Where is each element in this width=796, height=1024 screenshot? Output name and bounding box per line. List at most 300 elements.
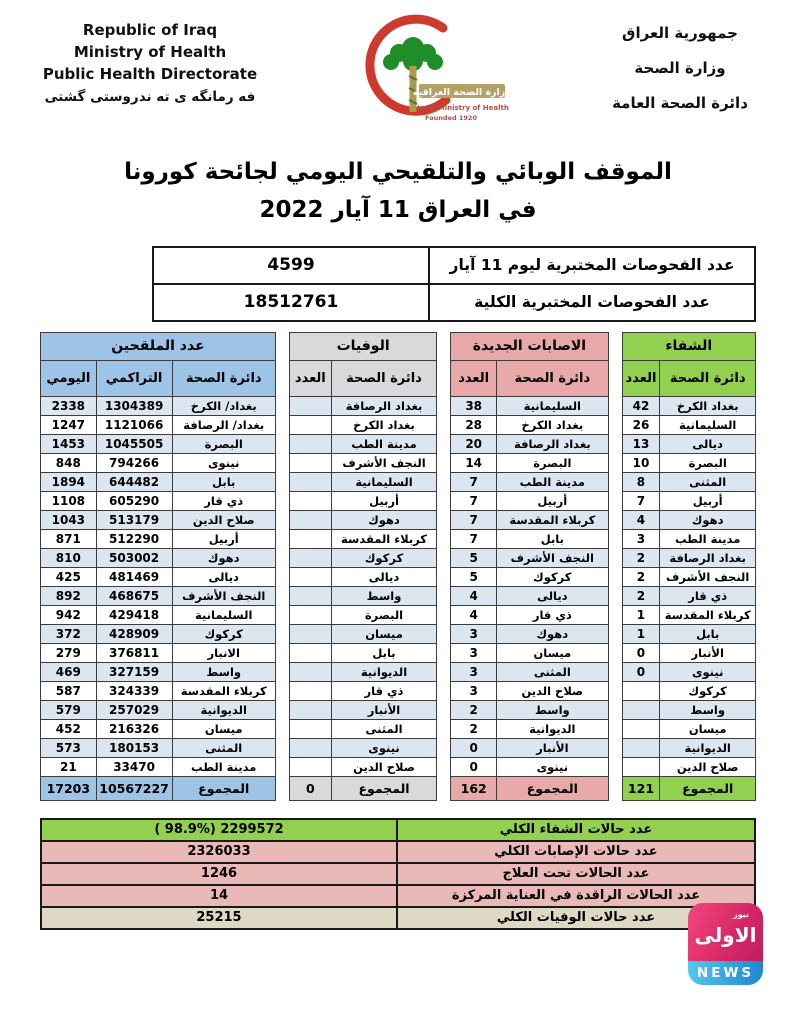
province-cell: السليمانية (660, 415, 756, 434)
count-cell: 2338 (41, 396, 97, 415)
count-cell: 644482 (96, 472, 172, 491)
province-cell: مدينة الطب (172, 757, 275, 776)
count-cell: 26 (622, 415, 660, 434)
count-cell (289, 700, 331, 719)
province-cell: واسط (172, 662, 275, 681)
count-cell (289, 662, 331, 681)
count-cell: 1108 (41, 491, 97, 510)
table-row (451, 681, 608, 700)
province-cell: بغداد الرصافة (497, 434, 609, 453)
count-cell (289, 396, 331, 415)
count-cell: 8 (622, 472, 660, 491)
count-cell: 2 (451, 719, 497, 738)
table-row (41, 529, 276, 548)
table-row (622, 472, 755, 491)
count-cell (289, 738, 331, 757)
table-row (289, 719, 436, 738)
province-cell: كربلاء المقدسة (172, 681, 275, 700)
table-row (451, 662, 608, 681)
province-cell: بغداد الرصافة (331, 396, 437, 415)
province-cell: بغداد/ الرصافة (172, 415, 275, 434)
header-kurdish-line: فه رمانگه ی ته ندروستی گشتی (44, 89, 256, 106)
summary-label: عدد حالات الإصابات الكلي (397, 841, 755, 863)
province-cell: كركوك (660, 681, 756, 700)
count-cell: 848 (41, 453, 97, 472)
count-cell: 810 (41, 548, 97, 567)
summary-row (41, 907, 755, 929)
count-cell: 1043 (41, 510, 97, 529)
table-row (289, 643, 436, 662)
province-cell: أربيل (497, 491, 609, 510)
province-cell: ميسان (497, 643, 609, 662)
province-cell: بغداد الكرخ (497, 415, 609, 434)
table-row (289, 700, 436, 719)
table-row (289, 548, 436, 567)
count-cell: 5 (451, 567, 497, 586)
province-cell: كربلاء المقدسة (497, 510, 609, 529)
count-cell (622, 738, 660, 757)
summary-row (41, 863, 755, 885)
column-header: دائرة الصحة (172, 360, 275, 396)
province-cell: الديوانية (497, 719, 609, 738)
table-row (451, 586, 608, 605)
province-cell: بغداد الكرخ (660, 396, 756, 415)
count-cell: 428909 (96, 624, 172, 643)
svg-text:Founded 1920: Founded 1920 (425, 114, 477, 122)
table-row (622, 415, 755, 434)
province-cell: الأنبار (497, 738, 609, 757)
count-cell: 429418 (96, 605, 172, 624)
province-cell: النجف الأشرف (497, 548, 609, 567)
table-row (41, 681, 276, 700)
count-cell (289, 472, 331, 491)
province-cell: بابل (331, 643, 437, 662)
table-row (451, 719, 608, 738)
summary-label: عدد الحالات الراقدة في العناية المركزة (397, 885, 755, 907)
news-logo-news-band: NEWS (688, 961, 763, 985)
count-cell: 942 (41, 605, 97, 624)
table-row (451, 700, 608, 719)
header-arabic-block (590, 14, 770, 140)
report-title (0, 154, 796, 230)
count-cell (289, 643, 331, 662)
count-cell: 512290 (96, 529, 172, 548)
summary-label: عدد حالات الشفاء الكلي (397, 819, 755, 841)
total-label: المجموع (497, 776, 609, 800)
count-cell: 468675 (96, 586, 172, 605)
table-row (622, 643, 755, 662)
table-row (289, 510, 436, 529)
count-cell: 10 (622, 453, 660, 472)
count-cell: 2 (622, 548, 660, 567)
count-cell (289, 548, 331, 567)
table-row (451, 453, 608, 472)
report-title-line1: الموقف الوبائي والتلقيحي اليومي لجائحة كورونا (124, 159, 672, 185)
province-cell: بابل (172, 472, 275, 491)
count-cell: 469 (41, 662, 97, 681)
table-row (451, 624, 608, 643)
table-row (451, 510, 608, 529)
summary-value: 1246 (41, 863, 397, 885)
count-cell: 14 (451, 453, 497, 472)
count-cell: 376811 (96, 643, 172, 662)
column-header: دائرة الصحة (660, 360, 756, 396)
count-cell: 28 (451, 415, 497, 434)
table-row (622, 510, 755, 529)
table-row (622, 529, 755, 548)
table-row (622, 548, 755, 567)
total-row (622, 776, 755, 800)
section-title: الشفاء (622, 332, 755, 360)
count-cell: 0 (451, 738, 497, 757)
province-cell: مدينة الطب (331, 434, 437, 453)
count-cell: 38 (451, 396, 497, 415)
table-row (622, 434, 755, 453)
summary-value: 2326033 (41, 841, 397, 863)
count-cell (289, 605, 331, 624)
province-cell: واسط (331, 586, 437, 605)
province-cell: كركوك (331, 548, 437, 567)
header-english-line: Republic of Iraq (82, 21, 218, 39)
table-row (289, 434, 436, 453)
count-cell: 279 (41, 643, 97, 662)
table-row (41, 548, 276, 567)
column-header: العدد (622, 360, 660, 396)
count-cell: 3 (622, 529, 660, 548)
summary-value: ( 98.9%) 2299572 (41, 819, 397, 841)
table-row (41, 567, 276, 586)
count-cell: 13 (622, 434, 660, 453)
table-row (451, 529, 608, 548)
count-cell: 0 (622, 662, 660, 681)
header-english-line: Public Health Directorate (42, 64, 258, 83)
table-row (41, 434, 276, 453)
table-row (41, 472, 276, 491)
province-cell: واسط (497, 700, 609, 719)
table-row (41, 662, 276, 681)
section-deaths (289, 332, 437, 801)
table-row (41, 453, 276, 472)
count-cell: 0 (451, 757, 497, 776)
total-value: 0 (289, 776, 331, 800)
province-cell: الأنبار (660, 643, 756, 662)
province-cell: ديالى (331, 567, 437, 586)
summary-table (40, 818, 756, 930)
province-cell: بغداد/ الكرخ (172, 396, 275, 415)
count-cell: 7 (451, 472, 497, 491)
count-cell: 503002 (96, 548, 172, 567)
province-cell: بابل (660, 624, 756, 643)
count-cell (289, 567, 331, 586)
count-cell: 3 (451, 624, 497, 643)
province-cell: ديالى (497, 586, 609, 605)
table-row (41, 586, 276, 605)
table-row (289, 453, 436, 472)
province-cell: كركوك (172, 624, 275, 643)
ministry-logo (350, 14, 510, 140)
table-row (451, 491, 608, 510)
table-row (289, 396, 436, 415)
section-vaccinated (40, 332, 276, 801)
table-row (451, 472, 608, 491)
news-logo-small-text: نيوز (733, 910, 749, 919)
daily-tests-value: 4599 (153, 247, 429, 284)
count-cell: 3 (451, 643, 497, 662)
total-label: المجموع (660, 776, 756, 800)
count-cell: 4 (622, 510, 660, 529)
count-cell: 605290 (96, 491, 172, 510)
total-value: 121 (622, 776, 660, 800)
ministry-logo-icon (351, 14, 509, 136)
province-cell: النجف الأشرف (660, 567, 756, 586)
province-cell: النجف الأشرف (331, 453, 437, 472)
province-cell: دهوك (331, 510, 437, 529)
summary-value: 25215 (41, 907, 397, 929)
total-label: المجموع (331, 776, 437, 800)
page-header (0, 0, 796, 140)
section-recovery (622, 332, 756, 801)
province-cell: مدينة الطب (660, 529, 756, 548)
report-title-line2: في العراق 11 آيار 2022 (259, 196, 537, 223)
count-cell: 573 (41, 738, 97, 757)
province-cell: بابل (497, 529, 609, 548)
province-cell: المثنى (331, 719, 437, 738)
total-value: 162 (451, 776, 497, 800)
section-title: عدد الملقحين (41, 332, 276, 360)
count-cell: 3 (451, 662, 497, 681)
count-cell (289, 434, 331, 453)
province-cell: كربلاء المقدسة (331, 529, 437, 548)
daily-tests-label: عدد الفحوصات المختبرية ليوم 11 آيار (429, 247, 755, 284)
table-row (289, 681, 436, 700)
count-cell: 892 (41, 586, 97, 605)
column-header: دائرة الصحة (331, 360, 437, 396)
count-cell: 794266 (96, 453, 172, 472)
table-row (451, 415, 608, 434)
count-cell: 21 (41, 757, 97, 776)
column-header: العدد (451, 360, 497, 396)
count-cell (622, 719, 660, 738)
count-cell: 33470 (96, 757, 172, 776)
count-cell (289, 510, 331, 529)
summary-value: 14 (41, 885, 397, 907)
count-cell: 7 (451, 529, 497, 548)
province-cell: دهوك (497, 624, 609, 643)
province-cell: المثنى (172, 738, 275, 757)
table-row (622, 719, 755, 738)
province-cell: السليمانية (497, 396, 609, 415)
count-cell: 7 (451, 491, 497, 510)
summary-row (41, 841, 755, 863)
count-cell: 1453 (41, 434, 97, 453)
table-row (41, 738, 276, 757)
table-row (622, 662, 755, 681)
province-cell: نينوى (331, 738, 437, 757)
table-row (622, 700, 755, 719)
table-row (451, 434, 608, 453)
province-cell: أربيل (331, 491, 437, 510)
province-cell: ميسان (172, 719, 275, 738)
province-cell: نينوى (172, 453, 275, 472)
province-cell: ميسان (660, 719, 756, 738)
province-cell: دهوك (660, 510, 756, 529)
table-row (289, 662, 436, 681)
table-row (153, 247, 755, 284)
lab-tests-table (152, 246, 756, 322)
table-row (622, 605, 755, 624)
province-cell: المثنى (660, 472, 756, 491)
svg-text:وزارة الصحة العراقية: وزارة الصحة العراقية (412, 87, 509, 98)
table-row (289, 472, 436, 491)
table-row (41, 396, 276, 415)
province-cell: نينوى (660, 662, 756, 681)
table-row (41, 700, 276, 719)
count-cell: 513179 (96, 510, 172, 529)
count-cell: 180153 (96, 738, 172, 757)
total-value: 10567227 (96, 776, 172, 800)
province-cell: ديالى (172, 567, 275, 586)
table-row (451, 605, 608, 624)
province-cell: كركوك (497, 567, 609, 586)
table-row (289, 624, 436, 643)
table-row (289, 586, 436, 605)
table-row (41, 510, 276, 529)
total-row (41, 776, 276, 800)
total-tests-value: 18512761 (153, 284, 429, 321)
table-row (622, 453, 755, 472)
header-arabic-line: دائرة الصحة العامة (612, 94, 748, 112)
table-row (451, 643, 608, 662)
news-watermark-badge (688, 903, 763, 985)
province-cell: صلاح الدين (660, 757, 756, 776)
count-cell: 324339 (96, 681, 172, 700)
table-row (289, 491, 436, 510)
province-cell: الديوانية (331, 662, 437, 681)
table-row (289, 757, 436, 776)
summary-row (41, 885, 755, 907)
table-row (451, 396, 608, 415)
table-row (41, 624, 276, 643)
table-row (41, 757, 276, 776)
total-row (289, 776, 436, 800)
province-cell: المثنى (497, 662, 609, 681)
table-row (451, 548, 608, 567)
table-row (451, 567, 608, 586)
province-cell: دهوك (172, 548, 275, 567)
total-tests-label: عدد الفحوصات المختبرية الكلية (429, 284, 755, 321)
news-logo-icon (688, 903, 763, 961)
total-row (451, 776, 608, 800)
header-arabic-line: جمهورية العراق (622, 24, 738, 42)
table-row (622, 396, 755, 415)
province-cell: صلاح الدين (331, 757, 437, 776)
count-cell (289, 586, 331, 605)
province-cell: أربيل (172, 529, 275, 548)
table-row (41, 605, 276, 624)
column-header: دائرة الصحة (497, 360, 609, 396)
count-cell: 3 (451, 681, 497, 700)
count-cell (622, 757, 660, 776)
province-cell: النجف الأشرف (172, 586, 275, 605)
count-cell (622, 700, 660, 719)
table-row (622, 567, 755, 586)
table-row (289, 605, 436, 624)
table-row (622, 757, 755, 776)
province-cell: الديوانية (660, 738, 756, 757)
province-cell: نينوى (497, 757, 609, 776)
count-cell: 7 (451, 510, 497, 529)
province-cell: كربلاء المقدسة (660, 605, 756, 624)
count-cell: 1247 (41, 415, 97, 434)
count-cell: 216326 (96, 719, 172, 738)
province-cell: ميسان (331, 624, 437, 643)
total-label: المجموع (172, 776, 275, 800)
count-cell: 5 (451, 548, 497, 567)
count-cell: 2 (451, 700, 497, 719)
section-title: الوفيات (289, 332, 436, 360)
province-cell: أربيل (660, 491, 756, 510)
count-cell: 1045505 (96, 434, 172, 453)
count-cell: 1894 (41, 472, 97, 491)
province-cell: ديالى (660, 434, 756, 453)
table-row (289, 529, 436, 548)
province-cell: السليمانية (172, 605, 275, 624)
count-cell: 42 (622, 396, 660, 415)
table-row (41, 643, 276, 662)
count-cell: 4 (451, 586, 497, 605)
count-cell: 372 (41, 624, 97, 643)
province-cell: بغداد الرصافة (660, 548, 756, 567)
count-cell: 0 (622, 643, 660, 662)
count-cell: 452 (41, 719, 97, 738)
table-row (622, 738, 755, 757)
province-cell: ذي قار (497, 605, 609, 624)
province-cell: ذي قار (331, 681, 437, 700)
province-cell: البصرة (331, 605, 437, 624)
province-cell: ذي قار (660, 586, 756, 605)
table-row (622, 491, 755, 510)
province-cell: الانبار (172, 643, 275, 662)
count-cell (289, 453, 331, 472)
count-cell: 7 (622, 491, 660, 510)
count-cell: 587 (41, 681, 97, 700)
count-cell: 2 (622, 567, 660, 586)
summary-row (41, 819, 755, 841)
province-cell: السليمانية (331, 472, 437, 491)
count-cell (622, 681, 660, 700)
table-row (289, 567, 436, 586)
province-cell: صلاح الدين (172, 510, 275, 529)
column-header: اليومي (41, 360, 97, 396)
count-cell: 327159 (96, 662, 172, 681)
count-cell: 579 (41, 700, 97, 719)
svg-text:Iraqi Ministry of Health: Iraqi Ministry of Health (417, 104, 509, 112)
news-logo-arabic-text: الاولى (694, 923, 757, 947)
count-cell: 871 (41, 529, 97, 548)
table-row (289, 415, 436, 434)
count-cell: 257029 (96, 700, 172, 719)
table-row (622, 681, 755, 700)
count-cell (289, 529, 331, 548)
header-arabic-line: وزارة الصحة (634, 59, 726, 77)
table-row (451, 757, 608, 776)
count-cell: 425 (41, 567, 97, 586)
count-cell (289, 415, 331, 434)
total-value: 17203 (41, 776, 97, 800)
table-row (153, 284, 755, 321)
section-title: الاصابات الجديدة (451, 332, 608, 360)
count-cell: 20 (451, 434, 497, 453)
